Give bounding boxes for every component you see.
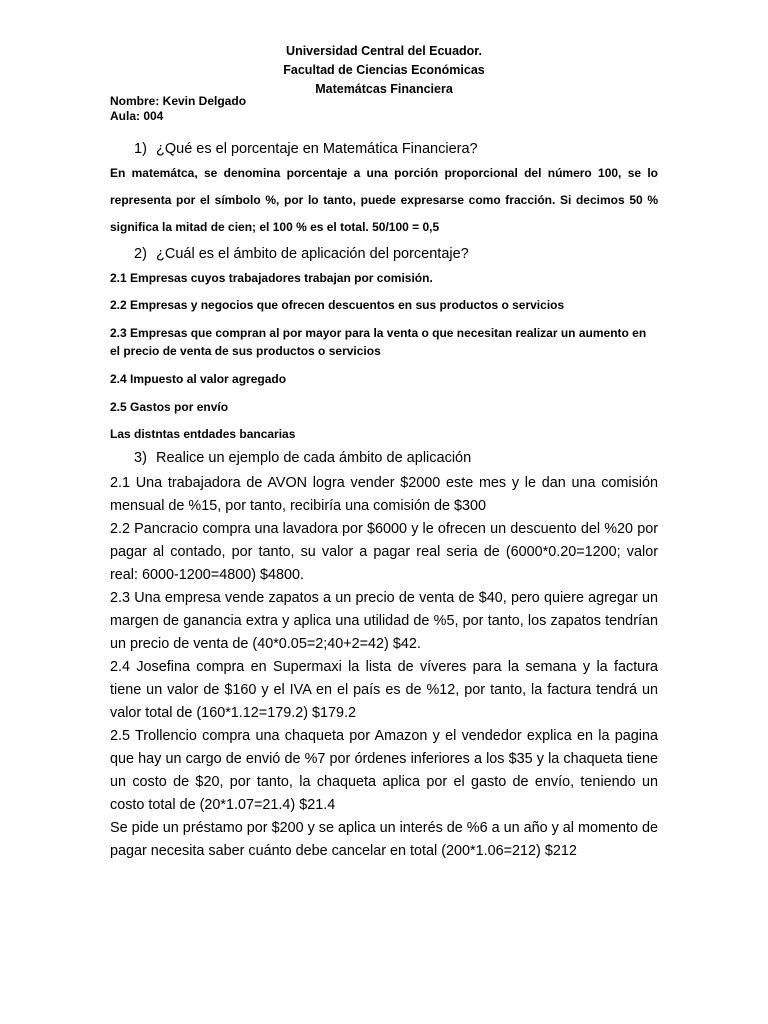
list-item: 2.3 Empresas que compran al por mayor para la venta o que necesitan realizar un aumento en el precio de venta de sus productos o servicios [110,326,647,358]
example-paragraph: 2.5 Trollencio compra una chaqueta por Amazon y el vendedor explica en la pagina que hay un cargo de envió de %7 por órdenes inferiores a los $35 y la chaqueta tiene un costo de $20, por tanto, la chaqueta aplica por el gasto de envío, teniendo un costo total de (20*1.07=21.4) $21.4 [110,728,658,813]
example-paragraph: 2.1 Una trabajadora de AVON logra vender $2000 este mes y le dan una comisión mensual de %15, por tanto, recibiría una comisión de $300 [110,475,658,514]
faculty-name: Facultad de Ciencias Económicas [283,63,485,77]
question-text: ¿Qué es el porcentaje en Matemática Financiera? [156,141,478,157]
list-item: Las distntas entdades bancarias [110,427,296,441]
question-text: ¿Cuál es el ámbito de aplicación del porcentaje? [156,246,469,262]
answer-1: En matemátca, se denomina porcentaje a una porción proporcional del número 100, se lo representa por el símbolo %, por lo tanto, puede expresarse como fracción. Si decimos 50 % significa la mitad de cien; el 100 % es el total. 50/100 = 0,5 [110,166,658,234]
classroom: Aula: 004 [110,109,164,123]
question-2 [134,246,469,262]
question-number: 2) [134,246,147,262]
list-item: 2.5 Gastos por envío [110,400,229,414]
list-item: 2.4 Impuesto al valor agregado [110,372,287,386]
example-paragraph: 2.4 Josefina compra en Supermaxi la lista de víveres para la semana y la factura tiene un valor de $160 y el IVA en el país es de %12, por tanto, la factura tendrá un valor total de (160*1.12=179.2) $179.2 [110,659,658,721]
list-item: 2.1 Empresas cuyos trabajadores trabajan por comisión. [110,271,433,285]
question-number: 3) [134,450,147,466]
example-paragraph: 2.2 Pancracio compra una lavadora por $6000 y le ofrecen un descuento del %20 por pagar al contado, por tanto, su valor a pagar real seria de (6000*0.20=1200; valor real: 6000-1200=4800) $4800. [110,521,658,583]
example-paragraph: Se pide un préstamo por $200 y se aplica un interés de %6 a un año y al momento de pagar necesita saber cuánto debe cancelar en total (200*1.06=212) $212 [110,820,658,859]
student-name: Nombre: Kevin Delgado [110,94,247,108]
course-name: Matemátcas Financiera [315,82,453,96]
document-header [0,42,768,99]
question-1 [134,141,478,157]
list-item: 2.2 Empresas y negocios que ofrecen descuentos en sus productos o servicios [110,298,565,312]
examples-block [110,472,658,863]
question-number: 1) [134,141,147,157]
question-3 [134,450,471,466]
question-text: Realice un ejemplo de cada ámbito de aplicación [156,450,472,466]
example-paragraph: 2.3 Una empresa vende zapatos a un precio de venta de $40, pero quiere agregar un margen de ganancia extra y aplica una utilidad de %5, por tanto, los zapatos tendrían un precio de venta de (40*0.05=2;40+2=42) $42. [110,590,658,652]
university-name: Universidad Central del Ecuador. [286,44,482,58]
student-info [110,94,246,124]
